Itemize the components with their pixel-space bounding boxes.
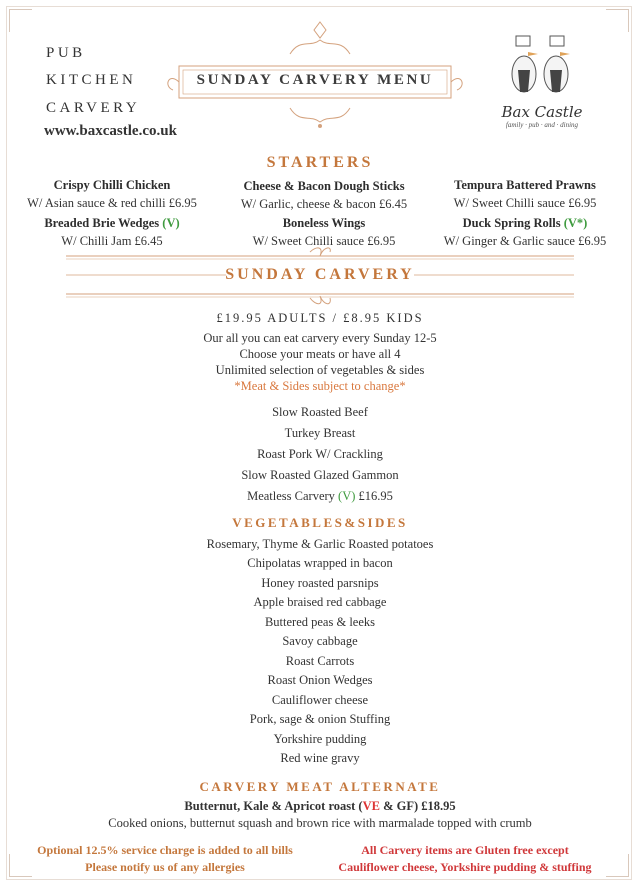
footer-left-line: Please notify us of any allergies xyxy=(85,860,245,874)
meat-item: Slow Roasted Glazed Gammon xyxy=(241,468,399,482)
alternate-price: & GF) £18.95 xyxy=(379,799,456,813)
side-item: Chipolatas wrapped in bacon xyxy=(247,556,393,570)
starter-item xyxy=(12,216,212,249)
starter-desc: W/ Sweet Chilli sauce £6.95 xyxy=(252,234,396,248)
menu-title-frame xyxy=(165,62,465,102)
carvery-line: Our all you can eat carvery every Sunday 12-5 xyxy=(203,331,437,345)
carvery-line: Unlimited selection of vegetables & sides xyxy=(215,363,425,377)
carvery-price: £19.95 ADULTS / £8.95 KIDS xyxy=(216,311,424,325)
side-item: Roast Onion Wedges xyxy=(267,673,373,687)
title-top-ornament xyxy=(285,18,355,58)
side-item: Rosemary, Thyme & Garlic Roasted potatoes xyxy=(206,537,434,551)
side-item: Roast Carrots xyxy=(285,654,355,668)
logo-subtext: family · pub · and · dining xyxy=(505,121,579,129)
starter-desc: W/ Garlic, cheese & bacon £6.45 xyxy=(240,197,408,211)
tagline-pub: PUB xyxy=(46,45,86,61)
starter-item xyxy=(425,178,625,211)
starters-heading: STARTERS xyxy=(266,154,374,171)
alternate-heading: CARVERY MEAT ALTERNATE xyxy=(199,779,441,794)
alternate-name xyxy=(0,799,640,814)
starter-name: Duck Spring Rolls xyxy=(462,216,561,230)
footer-right-line: Cauliflower cheese, Yorkshire pudding & stuffing xyxy=(338,860,592,874)
side-item: Honey roasted parsnips xyxy=(261,576,379,590)
starter-item xyxy=(12,178,212,211)
chef-geese-icon xyxy=(494,30,590,100)
footer-left-line: Optional 12.5% service charge is added to all bills xyxy=(37,843,293,857)
side-item: Red wine gravy xyxy=(280,751,360,765)
side-item: Yorkshire pudding xyxy=(273,732,367,746)
corner-ornament xyxy=(9,9,32,32)
meat-item: Turkey Breast xyxy=(284,426,356,440)
starter-desc: W/ Chilli Jam £6.45 xyxy=(61,234,163,248)
meatless-label: Meatless Carvery xyxy=(247,489,335,503)
corner-ornament xyxy=(606,9,629,32)
carvery-note: *Meat & Sides subject to change* xyxy=(234,379,406,393)
side-item: Cauliflower cheese xyxy=(271,693,369,707)
side-item: Buttered peas & leeks xyxy=(264,615,376,629)
meatless-price: £16.95 xyxy=(358,489,393,503)
gluten-free-note xyxy=(315,842,615,876)
footer-right-line: All Carvery items are Gluten free except xyxy=(361,843,569,857)
alternate-desc: Cooked onions, butternut squash and brown rice with marmalade topped with crumb xyxy=(108,816,532,830)
alternate-name-text: Butternut, Kale & Apricot roast ( xyxy=(184,799,363,813)
meatless-carvery xyxy=(0,489,640,504)
sides-heading: VEGETABLES&SIDES xyxy=(232,515,408,530)
carvery-line: Choose your meats or have all 4 xyxy=(239,347,401,361)
side-item: Pork, sage & onion Stuffing xyxy=(249,712,391,726)
vegetarian-mark: (V) xyxy=(338,489,356,503)
vegetarian-mark: (V*) xyxy=(563,216,588,230)
starter-name: Crispy Chilli Chicken xyxy=(53,178,171,192)
starter-desc: W/ Sweet Chilli sauce £6.95 xyxy=(453,196,597,210)
sunday-carvery-heading: SUNDAY CARVERY xyxy=(225,266,415,283)
vegan-mark: VE xyxy=(362,799,380,813)
side-item: Apple braised red cabbage xyxy=(253,595,387,609)
starter-desc: W/ Asian sauce & red chilli £6.95 xyxy=(27,196,197,210)
starter-item xyxy=(224,179,424,212)
meat-item: Roast Pork W/ Crackling xyxy=(257,447,383,461)
starter-name: Boneless Wings xyxy=(282,216,366,230)
side-item: Savoy cabbage xyxy=(282,634,358,648)
bax-castle-logo xyxy=(494,30,590,129)
starter-desc: W/ Ginger & Garlic sauce £6.95 xyxy=(443,234,607,248)
starter-name: Tempura Battered Prawns xyxy=(454,178,596,192)
menu-title: SUNDAY CARVERY MENU xyxy=(196,72,434,88)
starter-name: Cheese & Bacon Dough Sticks xyxy=(243,179,405,193)
starter-item xyxy=(224,216,424,249)
service-charge-note xyxy=(20,842,310,876)
starter-name: Breaded Brie Wedges xyxy=(44,216,160,230)
website-link[interactable]: www.baxcastle.co.uk xyxy=(44,123,177,139)
title-bottom-ornament xyxy=(285,104,355,130)
starter-item xyxy=(425,216,625,249)
tagline-carvery: CARVERY xyxy=(46,100,141,116)
meat-item: Slow Roasted Beef xyxy=(272,405,368,419)
logo-text: Bax Castle xyxy=(501,103,583,121)
vegetarian-mark: (V) xyxy=(162,216,180,230)
tagline-kitchen: KITCHEN xyxy=(46,72,137,88)
